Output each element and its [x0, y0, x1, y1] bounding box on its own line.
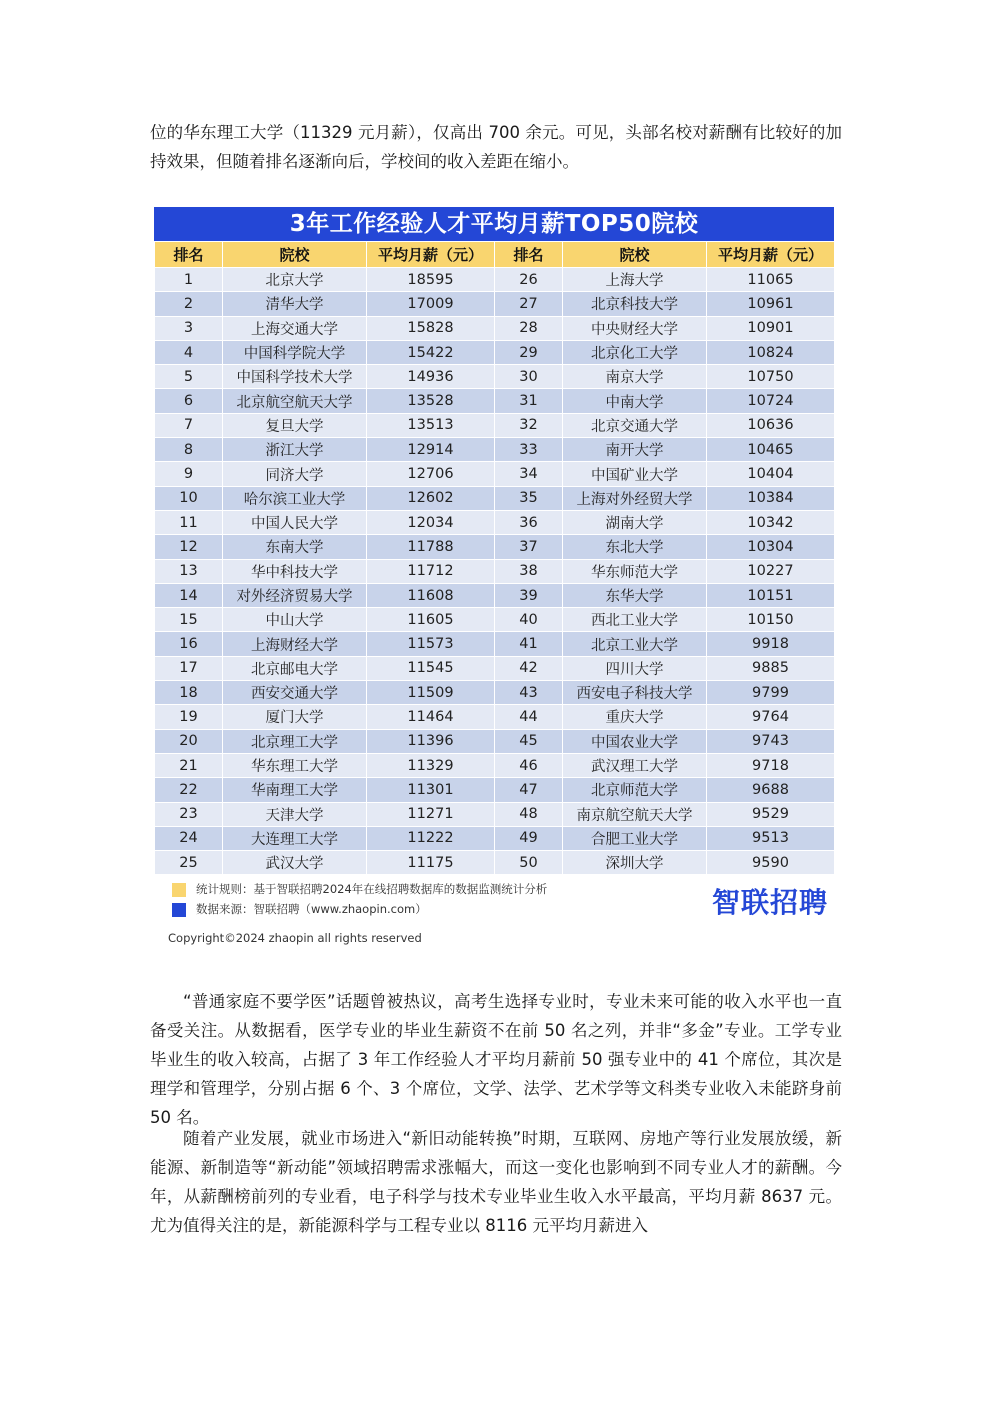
column-header: 平均月薪（元） — [367, 242, 495, 268]
rank-cell: 33 — [495, 438, 563, 462]
rank-cell: 1 — [155, 268, 223, 292]
table-row — [155, 268, 835, 292]
ranking-table — [154, 241, 835, 875]
university-cell: 华东师范大学 — [563, 559, 707, 583]
salary-cell: 17009 — [367, 292, 495, 316]
salary-cell: 10724 — [707, 389, 835, 413]
rank-cell: 47 — [495, 778, 563, 802]
column-header: 平均月薪（元） — [707, 242, 835, 268]
rank-cell: 30 — [495, 365, 563, 389]
rank-cell: 39 — [495, 583, 563, 607]
table-row — [155, 608, 835, 632]
salary-cell: 12914 — [367, 438, 495, 462]
salary-ranking-figure — [154, 207, 834, 946]
table-row — [155, 753, 835, 777]
university-cell: 中南大学 — [563, 389, 707, 413]
rank-cell: 48 — [495, 802, 563, 826]
university-cell: 上海对外经贸大学 — [563, 486, 707, 510]
rank-cell: 45 — [495, 729, 563, 753]
university-cell: 上海大学 — [563, 268, 707, 292]
rank-cell: 15 — [155, 608, 223, 632]
table-row — [155, 340, 835, 364]
salary-cell: 9590 — [707, 851, 835, 875]
university-cell: 对外经济贸易大学 — [223, 583, 367, 607]
university-cell: 南京大学 — [563, 365, 707, 389]
salary-cell: 9688 — [707, 778, 835, 802]
copyright-text: Copyright©2024 zhaopin all rights reserved — [168, 931, 422, 946]
university-cell: 武汉理工大学 — [563, 753, 707, 777]
rank-cell: 6 — [155, 389, 223, 413]
table-row — [155, 292, 835, 316]
salary-cell: 10304 — [707, 535, 835, 559]
salary-cell: 11509 — [367, 681, 495, 705]
university-cell: 湖南大学 — [563, 510, 707, 534]
table-row — [155, 802, 835, 826]
rank-cell: 16 — [155, 632, 223, 656]
legend-stat-rule — [172, 881, 547, 897]
salary-cell: 11329 — [367, 753, 495, 777]
table-row — [155, 705, 835, 729]
university-cell: 天津大学 — [223, 802, 367, 826]
rank-cell: 2 — [155, 292, 223, 316]
salary-cell: 11301 — [367, 778, 495, 802]
salary-cell: 15422 — [367, 340, 495, 364]
university-cell: 哈尔滨工业大学 — [223, 486, 367, 510]
rank-cell: 9 — [155, 462, 223, 486]
salary-cell: 9918 — [707, 632, 835, 656]
rank-cell: 40 — [495, 608, 563, 632]
salary-cell: 9529 — [707, 802, 835, 826]
table-row — [155, 365, 835, 389]
university-cell: 北京航空航天大学 — [223, 389, 367, 413]
university-cell: 北京交通大学 — [563, 413, 707, 437]
university-cell: 合肥工业大学 — [563, 826, 707, 850]
salary-cell: 10901 — [707, 316, 835, 340]
rank-cell: 21 — [155, 753, 223, 777]
legend-data-source — [172, 901, 427, 917]
university-cell: 西安电子科技大学 — [563, 681, 707, 705]
salary-cell: 12034 — [367, 510, 495, 534]
rank-cell: 44 — [495, 705, 563, 729]
rank-cell: 28 — [495, 316, 563, 340]
university-cell: 清华大学 — [223, 292, 367, 316]
university-cell: 北京化工大学 — [563, 340, 707, 364]
salary-cell: 12602 — [367, 486, 495, 510]
rank-cell: 8 — [155, 438, 223, 462]
yellow-square-icon — [172, 883, 186, 897]
table-row — [155, 729, 835, 753]
rank-cell: 35 — [495, 486, 563, 510]
rank-cell: 7 — [155, 413, 223, 437]
rank-cell: 17 — [155, 656, 223, 680]
university-cell: 西北工业大学 — [563, 608, 707, 632]
rank-cell: 12 — [155, 535, 223, 559]
university-cell: 上海财经大学 — [223, 632, 367, 656]
salary-cell: 9513 — [707, 826, 835, 850]
table-row — [155, 413, 835, 437]
salary-cell: 11608 — [367, 583, 495, 607]
salary-cell: 11271 — [367, 802, 495, 826]
table-row — [155, 583, 835, 607]
salary-cell: 9799 — [707, 681, 835, 705]
university-cell: 重庆大学 — [563, 705, 707, 729]
university-cell: 北京理工大学 — [223, 729, 367, 753]
salary-cell: 15828 — [367, 316, 495, 340]
rank-cell: 29 — [495, 340, 563, 364]
figure-legend — [154, 875, 834, 946]
university-cell: 中山大学 — [223, 608, 367, 632]
rank-cell: 27 — [495, 292, 563, 316]
salary-cell: 11396 — [367, 729, 495, 753]
table-row — [155, 778, 835, 802]
legend-stat-rule-text: 统计规则：基于智联招聘2024年在线招聘数据库的数据监测统计分析 — [196, 882, 548, 897]
legend-data-source-text: 数据来源：智联招聘（www.zhaopin.com） — [196, 902, 427, 917]
university-cell: 华东理工大学 — [223, 753, 367, 777]
salary-cell: 9764 — [707, 705, 835, 729]
university-cell: 北京邮电大学 — [223, 656, 367, 680]
salary-cell: 14936 — [367, 365, 495, 389]
rank-cell: 5 — [155, 365, 223, 389]
blue-square-icon — [172, 903, 186, 917]
university-cell: 中国科学院大学 — [223, 340, 367, 364]
rank-cell: 37 — [495, 535, 563, 559]
column-header: 排名 — [495, 242, 563, 268]
salary-cell: 10750 — [707, 365, 835, 389]
rank-cell: 10 — [155, 486, 223, 510]
rank-cell: 38 — [495, 559, 563, 583]
salary-cell: 11175 — [367, 851, 495, 875]
table-row — [155, 656, 835, 680]
salary-cell: 9743 — [707, 729, 835, 753]
paragraph-medicine: “普通家庭不要学医”话题曾被热议，高考生选择专业时，专业未来可能的收入水平也一直备受关注。从数据看，医学专业的毕业生薪资不在前 50 名之列，并非“多金”专业。工学专业毕业生的收入较高，占据了 3 年工作经验人才平均月薪前 50 强专业中的 41 个席位，其次是理学和管理学，分别占据 6 个、3 个席位，文学、法学、艺术学等文科类专业收入未能跻身前 50 名。 — [150, 992, 842, 1127]
salary-cell: 10961 — [707, 292, 835, 316]
salary-cell: 10150 — [707, 608, 835, 632]
university-cell: 浙江大学 — [223, 438, 367, 462]
university-cell: 东北大学 — [563, 535, 707, 559]
university-cell: 南开大学 — [563, 438, 707, 462]
salary-cell: 10227 — [707, 559, 835, 583]
salary-cell: 11065 — [707, 268, 835, 292]
table-row — [155, 510, 835, 534]
table-row — [155, 486, 835, 510]
university-cell: 中国人民大学 — [223, 510, 367, 534]
rank-cell: 13 — [155, 559, 223, 583]
university-cell: 东南大学 — [223, 535, 367, 559]
column-header: 院校 — [563, 242, 707, 268]
university-cell: 武汉大学 — [223, 851, 367, 875]
rank-cell: 31 — [495, 389, 563, 413]
column-header: 排名 — [155, 242, 223, 268]
university-cell: 上海交通大学 — [223, 316, 367, 340]
university-cell: 中央财经大学 — [563, 316, 707, 340]
rank-cell: 36 — [495, 510, 563, 534]
salary-cell: 10151 — [707, 583, 835, 607]
table-row — [155, 826, 835, 850]
university-cell: 中国农业大学 — [563, 729, 707, 753]
rank-cell: 3 — [155, 316, 223, 340]
rank-cell: 46 — [495, 753, 563, 777]
figure-title: 3年工作经验人才平均月薪TOP50院校 — [154, 207, 834, 241]
university-cell: 同济大学 — [223, 462, 367, 486]
salary-cell: 11464 — [367, 705, 495, 729]
salary-cell: 11222 — [367, 826, 495, 850]
university-cell: 华中科技大学 — [223, 559, 367, 583]
table-row — [155, 535, 835, 559]
salary-cell: 13528 — [367, 389, 495, 413]
salary-cell: 12706 — [367, 462, 495, 486]
rank-cell: 26 — [495, 268, 563, 292]
salary-cell: 11712 — [367, 559, 495, 583]
university-cell: 东华大学 — [563, 583, 707, 607]
rank-cell: 20 — [155, 729, 223, 753]
rank-cell: 43 — [495, 681, 563, 705]
salary-cell: 18595 — [367, 268, 495, 292]
table-row — [155, 681, 835, 705]
university-cell: 南京航空航天大学 — [563, 802, 707, 826]
university-cell: 西安交通大学 — [223, 681, 367, 705]
salary-cell: 11545 — [367, 656, 495, 680]
paragraph-industry: 随着产业发展，就业市场进入“新旧动能转换”时期，互联网、房地产等行业发展放缓，新能源、新制造等“新动能”领域招聘需求涨幅大，而这一变化也影响到不同专业人才的薪酬。今年，从薪酬榜前列的专业看，电子科学与技术专业毕业生收入水平最高，平均月薪 8637 元。尤为值得关注的是，新能源科学与工程专业以 8116 元平均月薪进入 — [150, 1129, 842, 1235]
salary-cell: 10465 — [707, 438, 835, 462]
table-row — [155, 389, 835, 413]
salary-cell: 11573 — [367, 632, 495, 656]
university-cell: 中国矿业大学 — [563, 462, 707, 486]
rank-cell: 23 — [155, 802, 223, 826]
rank-cell: 14 — [155, 583, 223, 607]
salary-cell: 10342 — [707, 510, 835, 534]
rank-cell: 25 — [155, 851, 223, 875]
table-row — [155, 316, 835, 340]
paragraph-intro: 位的华东理工大学（11329 元月薪），仅高出 700 余元。可见，头部名校对薪酬有比较好的加持效果，但随着排名逐渐向后，学校间的收入差距在缩小。 — [150, 123, 842, 171]
rank-cell: 42 — [495, 656, 563, 680]
rank-cell: 50 — [495, 851, 563, 875]
university-cell: 华南理工大学 — [223, 778, 367, 802]
university-cell: 北京工业大学 — [563, 632, 707, 656]
zhaopin-logo: 智联招聘 — [711, 886, 828, 920]
rank-cell: 19 — [155, 705, 223, 729]
rank-cell: 34 — [495, 462, 563, 486]
salary-cell: 13513 — [367, 413, 495, 437]
rank-cell: 11 — [155, 510, 223, 534]
university-cell: 北京大学 — [223, 268, 367, 292]
salary-cell: 11788 — [367, 535, 495, 559]
salary-cell: 9885 — [707, 656, 835, 680]
salary-cell: 11605 — [367, 608, 495, 632]
table-row — [155, 438, 835, 462]
rank-cell: 22 — [155, 778, 223, 802]
rank-cell: 32 — [495, 413, 563, 437]
university-cell: 北京科技大学 — [563, 292, 707, 316]
university-cell: 中国科学技术大学 — [223, 365, 367, 389]
rank-cell: 4 — [155, 340, 223, 364]
rank-cell: 24 — [155, 826, 223, 850]
rank-cell: 49 — [495, 826, 563, 850]
column-header: 院校 — [223, 242, 367, 268]
university-cell: 复旦大学 — [223, 413, 367, 437]
salary-cell: 10404 — [707, 462, 835, 486]
salary-cell: 10636 — [707, 413, 835, 437]
table-row — [155, 851, 835, 875]
table-row — [155, 632, 835, 656]
university-cell: 北京师范大学 — [563, 778, 707, 802]
university-cell: 厦门大学 — [223, 705, 367, 729]
university-cell: 四川大学 — [563, 656, 707, 680]
salary-cell: 9718 — [707, 753, 835, 777]
salary-cell: 10824 — [707, 340, 835, 364]
university-cell: 深圳大学 — [563, 851, 707, 875]
rank-cell: 41 — [495, 632, 563, 656]
table-row — [155, 462, 835, 486]
rank-cell: 18 — [155, 681, 223, 705]
university-cell: 大连理工大学 — [223, 826, 367, 850]
salary-cell: 10384 — [707, 486, 835, 510]
table-header-row — [155, 242, 835, 268]
table-row — [155, 559, 835, 583]
